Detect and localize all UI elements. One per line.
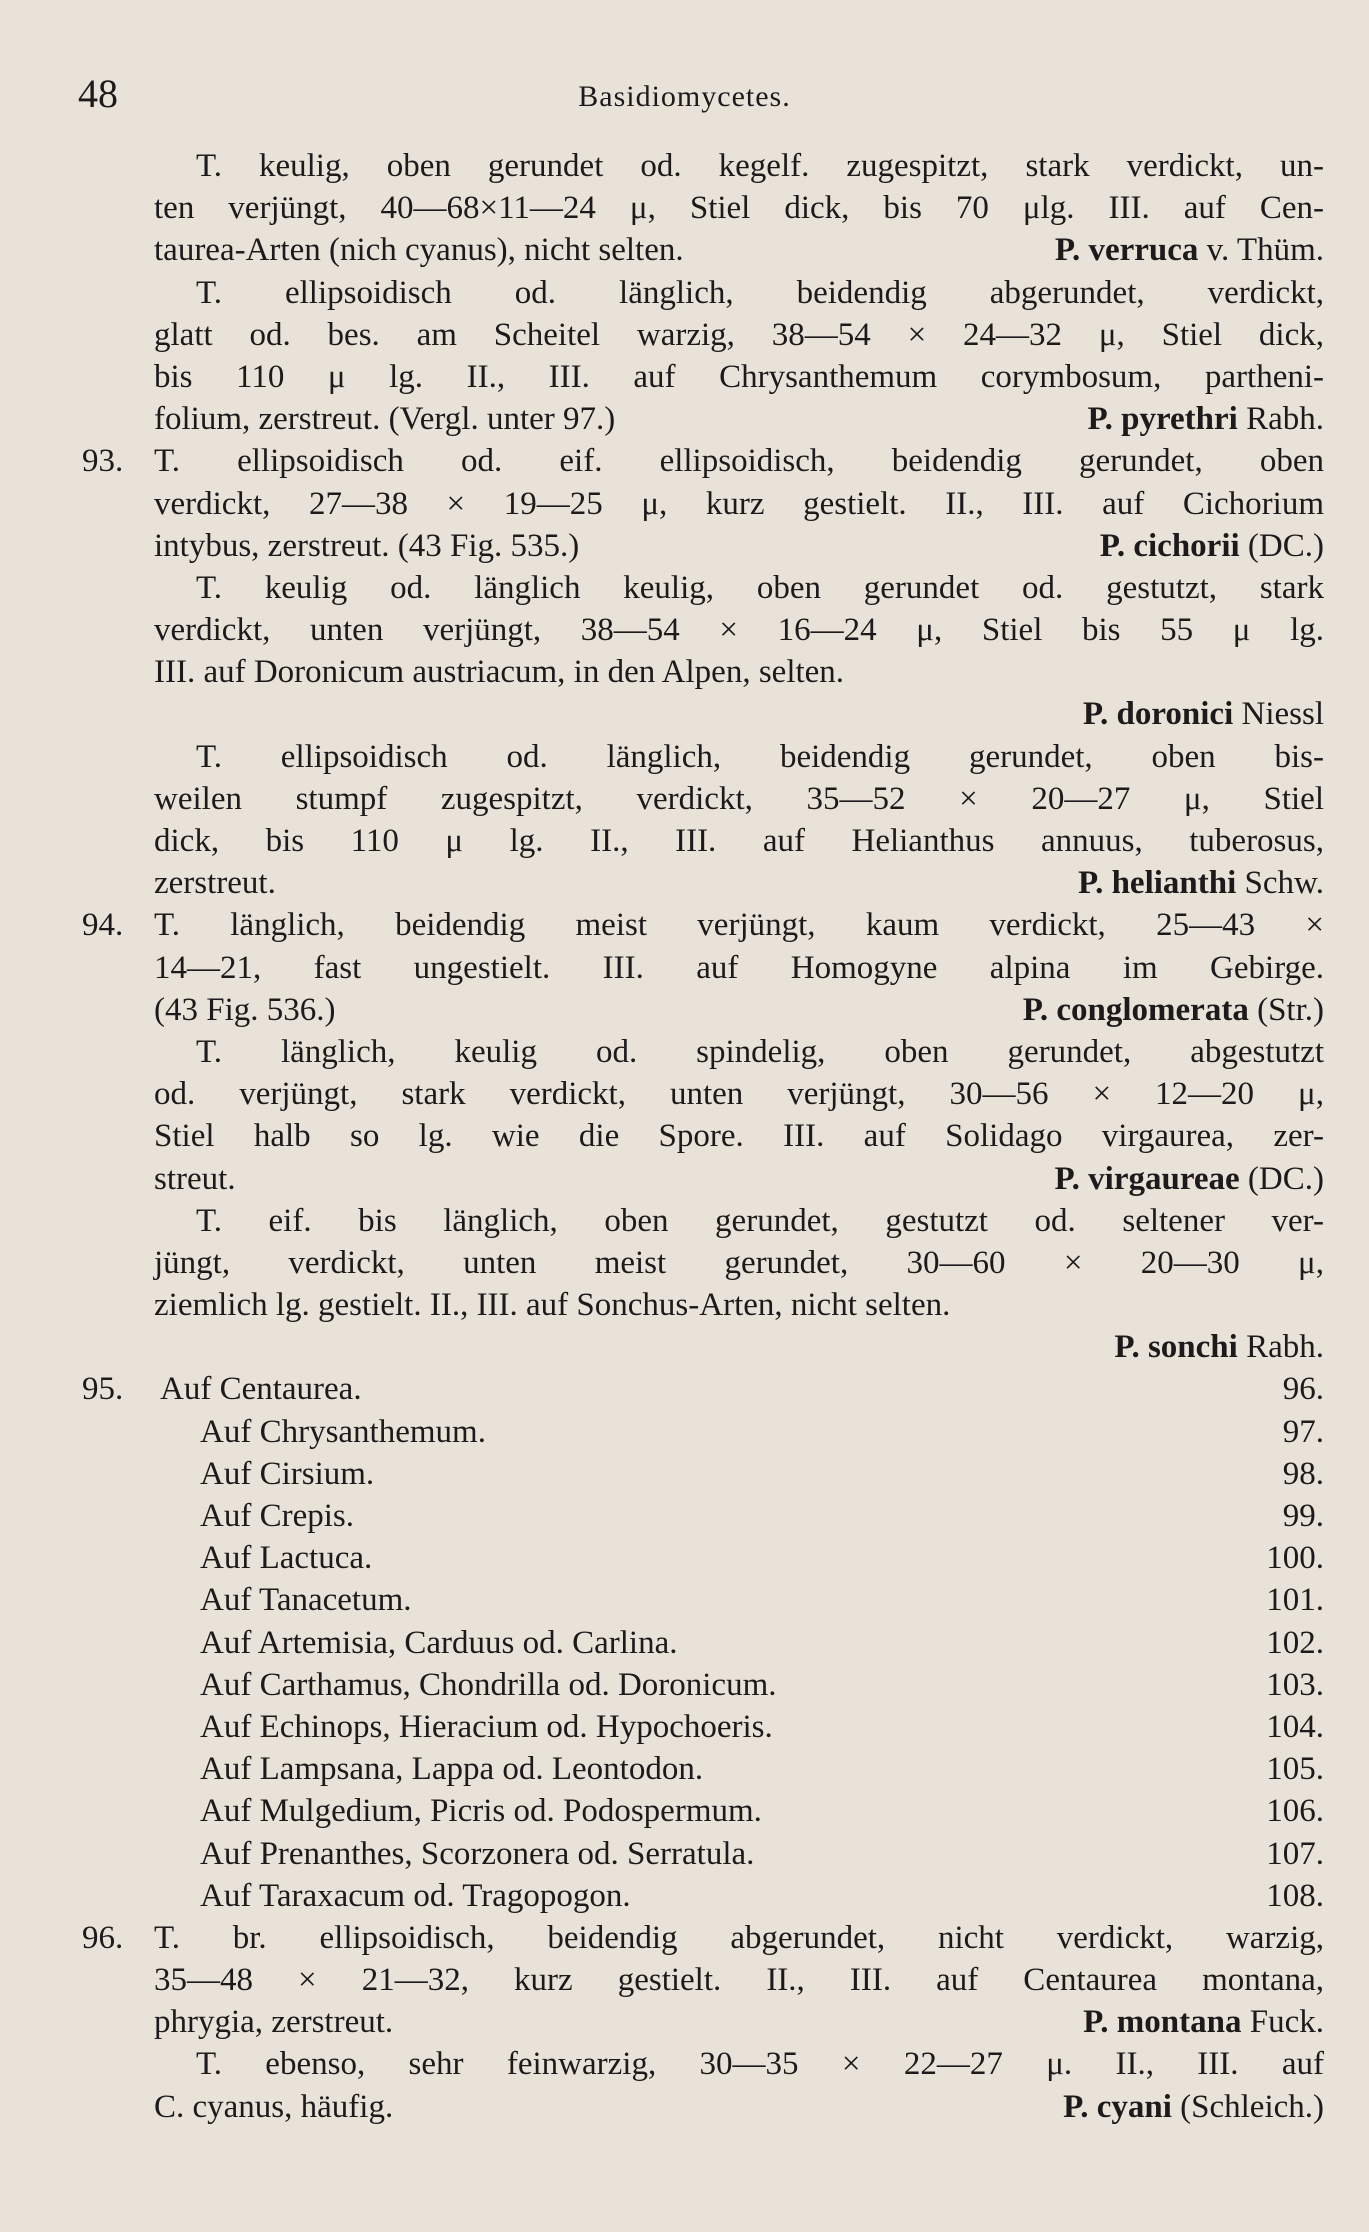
line-text: C. cyanus, häufig.	[154, 2088, 394, 2125]
species-binomial: P. sonchi	[1114, 1329, 1238, 1366]
key-reference: 101.	[1266, 1582, 1324, 1619]
text-line	[0, 1115, 1369, 1157]
key-label: Auf Echinops, Hieracium od. Hypochoeris.	[200, 1708, 773, 1745]
text-line	[0, 1158, 1369, 1200]
key-label: Auf Chrysanthemum.	[200, 1413, 486, 1450]
species-authority: Rabh.	[1237, 401, 1324, 438]
species-binomial: P. cichorii	[1099, 527, 1240, 564]
key-label: Auf Lactuca.	[200, 1540, 373, 1577]
key-reference: 103.	[1266, 1666, 1324, 1703]
text-line	[0, 651, 1369, 693]
species-authority: Schw.	[1236, 865, 1324, 902]
line-text: T. länglich, beidendig meist verjüngt, kaum verdickt, 25—43 ×	[154, 907, 1324, 944]
text-line	[0, 2086, 1369, 2128]
key-reference: 105.	[1266, 1751, 1324, 1788]
line-text: T. ellipsoidisch od. länglich, beidendig abgerundet, verdickt,	[196, 274, 1324, 311]
line-text: T. keulig od. länglich keulig, oben gerundet od. gestutzt, stark	[196, 569, 1324, 606]
key-label: Auf Mulgedium, Picris od. Podospermum.	[200, 1793, 762, 1830]
key-reference: 97.	[1282, 1413, 1324, 1450]
line-text: T. keulig, oben gerundet od. kegelf. zugespitzt, stark verdickt, un-	[196, 148, 1324, 184]
key-entry	[0, 1748, 1369, 1790]
key-entry	[0, 1453, 1369, 1495]
couplet-number: 95.	[82, 1371, 124, 1408]
species-name	[1083, 2001, 1324, 2043]
species-binomial: P. cyani	[1063, 2088, 1172, 2125]
line-text: 35—48 × 21—32, kurz gestielt. II., III. auf Centaurea montana,	[154, 1962, 1324, 1999]
line-text: weilen stumpf zugespitzt, verdickt, 35—52 × 20—27 μ, Stiel	[154, 780, 1324, 817]
text-line	[0, 862, 1369, 904]
species-authority: (Str.)	[1248, 991, 1324, 1028]
species-binomial: P. virgaureae	[1054, 1160, 1240, 1197]
line-text: phrygia, zerstreut.	[154, 2004, 394, 2041]
page-header	[0, 70, 1369, 120]
text-line	[0, 483, 1369, 525]
text-line	[0, 947, 1369, 989]
species-binomial: P. pyrethri	[1087, 401, 1238, 438]
line-text: folium, zerstreut. (Vergl. unter 97.)	[154, 401, 616, 438]
species-authority: Fuck.	[1241, 2004, 1324, 2041]
text-line	[0, 272, 1369, 314]
text-line	[0, 145, 1369, 187]
line-text: glatt od. bes. am Scheitel warzig, 38—54 × 24—32 μ, Stiel dick,	[154, 316, 1324, 353]
text-line	[0, 1073, 1369, 1115]
key-entry	[0, 1664, 1369, 1706]
key-label: Auf Crepis.	[200, 1498, 354, 1534]
line-text: jüngt, verdickt, unten meist gerundet, 30—60 × 20—30 μ,	[154, 1244, 1324, 1281]
line-text: T. br. ellipsoidisch, beidendig abgerundet, nicht verdickt, warzig,	[154, 1919, 1324, 1956]
species-name	[1083, 693, 1324, 735]
line-text: od. verjüngt, stark verdickt, unten verjüngt, 30—56 × 12—20 μ,	[154, 1076, 1324, 1113]
line-text: T. ebenso, sehr feinwarzig, 30—35 × 22—27 μ. II., III. auf	[196, 2046, 1324, 2083]
couplet-number: 94.	[82, 907, 124, 944]
key-label: Auf Lampsana, Lappa od. Leontodon.	[200, 1751, 704, 1788]
line-text: 14—21, fast ungestielt. III. auf Homogyne alpina im Gebirge.	[154, 949, 1324, 986]
key-label: Auf Tanacetum.	[200, 1582, 412, 1619]
key-label: Auf Carthamus, Chondrilla od. Doronicum.	[200, 1666, 777, 1703]
species-name	[1078, 862, 1324, 904]
species-authority: (DC.)	[1239, 1160, 1324, 1197]
species-binomial: P. helianthi	[1077, 865, 1237, 902]
key-entry	[0, 1537, 1369, 1579]
key-entry	[0, 1411, 1369, 1453]
line-text: (43 Fig. 536.)	[154, 991, 336, 1028]
key-entry	[0, 1790, 1369, 1832]
text-line	[0, 2043, 1369, 2085]
key-reference: 100.	[1266, 1540, 1324, 1577]
species-name	[1063, 2086, 1324, 2128]
page-body	[0, 145, 1369, 2128]
text-line	[0, 398, 1369, 440]
species-authority: v. Thüm.	[1198, 232, 1324, 269]
key-entry	[0, 1495, 1369, 1537]
species-authority: (Schleich.)	[1171, 2088, 1324, 2125]
line-text: T. ellipsoidisch od. eif. ellipsoidisch, beidendig gerundet, oben	[154, 443, 1324, 480]
key-label: Auf Cirsium.	[200, 1455, 375, 1492]
text-line	[0, 778, 1369, 820]
text-line	[0, 989, 1369, 1031]
species-authority: Niessl	[1233, 696, 1324, 733]
text-line	[0, 1284, 1369, 1326]
text-line	[0, 187, 1369, 229]
running-title: Basidiomycetes.	[578, 80, 791, 113]
text-line	[0, 525, 1369, 567]
key-entry	[0, 1833, 1369, 1875]
text-line	[0, 1959, 1369, 2001]
text-line	[0, 609, 1369, 651]
species-binomial: P. montana	[1083, 2004, 1242, 2041]
line-text: T. ellipsoidisch od. länglich, beidendig gerundet, oben bis-	[196, 738, 1324, 775]
line-text: bis 110 μ lg. II., III. auf Chrysanthemum corymbosum, partheni-	[154, 358, 1324, 395]
key-reference: 106.	[1266, 1793, 1324, 1830]
line-text: zerstreut.	[154, 865, 276, 902]
species-authority: (DC.)	[1239, 527, 1324, 564]
line-text: III. auf Doronicum austriacum, in den Alpen, selten.	[154, 654, 845, 691]
text-line	[0, 1031, 1369, 1073]
text-line	[0, 1242, 1369, 1284]
key-reference: 104.	[1266, 1708, 1324, 1745]
line-text: dick, bis 110 μ lg. II., III. auf Helianthus annuus, tuberosus,	[154, 823, 1324, 859]
key-reference: 107.	[1266, 1835, 1324, 1872]
page-number: 48	[78, 71, 118, 116]
line-text: T. eif. bis länglich, oben gerundet, gestutzt od. seltener ver-	[196, 1202, 1324, 1239]
text-line	[0, 567, 1369, 609]
text-line	[0, 1917, 1369, 1959]
species-authority: Rabh.	[1237, 1329, 1324, 1366]
species-name	[1055, 229, 1324, 271]
key-reference: 108.	[1266, 1877, 1324, 1914]
key-reference: 102.	[1266, 1624, 1324, 1661]
key-entry	[0, 1622, 1369, 1664]
key-label: Auf Artemisia, Carduus od. Carlina.	[200, 1624, 678, 1661]
line-text: verdickt, unten verjüngt, 38—54 × 16—24 μ, Stiel bis 55 μ lg.	[154, 612, 1324, 649]
key-reference: 96.	[1282, 1371, 1324, 1408]
species-name	[1114, 1326, 1324, 1368]
key-entry	[0, 1368, 1369, 1410]
species-name	[1100, 525, 1324, 567]
key-entry	[0, 1706, 1369, 1748]
key-entry	[0, 1875, 1369, 1917]
couplet-number: 93.	[82, 443, 124, 480]
line-text: taurea-Arten (nich cyanus), nicht selten.	[154, 232, 684, 269]
line-text: ten verjüngt, 40—68×11—24 μ, Stiel dick, bis 70 μlg. III. auf Cen-	[154, 190, 1324, 227]
key-label: Auf Taraxacum od. Tragopogon.	[200, 1877, 631, 1914]
key-reference: 98.	[1282, 1455, 1324, 1492]
species-binomial: P. doronici	[1082, 696, 1234, 733]
line-text: ziemlich lg. gestielt. II., III. auf Sonchus-Arten, nicht selten.	[154, 1287, 951, 1324]
key-reference: 99.	[1282, 1498, 1324, 1534]
text-line	[0, 356, 1369, 398]
line-text: intybus, zerstreut. (43 Fig. 535.)	[154, 527, 580, 564]
text-line	[0, 736, 1369, 778]
key-label: Auf Prenanthes, Scorzonera od. Serratula.	[200, 1835, 755, 1872]
key-label: Auf Centaurea.	[160, 1371, 362, 1408]
text-line	[0, 440, 1369, 482]
text-line	[0, 229, 1369, 271]
species-name	[1087, 398, 1324, 440]
key-entry	[0, 1579, 1369, 1621]
text-line	[0, 1200, 1369, 1242]
text-line	[0, 693, 1369, 735]
species-name	[1055, 1158, 1324, 1200]
line-text: T. länglich, keulig od. spindelig, oben gerundet, abgestutzt	[196, 1033, 1324, 1070]
line-text: streut.	[154, 1160, 236, 1197]
species-name	[1023, 989, 1324, 1031]
text-line	[0, 1326, 1369, 1368]
text-line	[0, 2001, 1369, 2043]
line-text: verdickt, 27—38 × 19—25 μ, kurz gestielt. II., III. auf Cichorium	[154, 485, 1324, 522]
text-line	[0, 820, 1369, 862]
text-line	[0, 314, 1369, 356]
couplet-number: 96.	[82, 1919, 124, 1956]
species-binomial: P. verruca	[1054, 232, 1199, 269]
line-text: Stiel halb so lg. wie die Spore. III. auf Solidago virgaurea, zer-	[154, 1118, 1324, 1155]
text-line	[0, 904, 1369, 946]
species-binomial: P. conglomerata	[1022, 991, 1249, 1028]
